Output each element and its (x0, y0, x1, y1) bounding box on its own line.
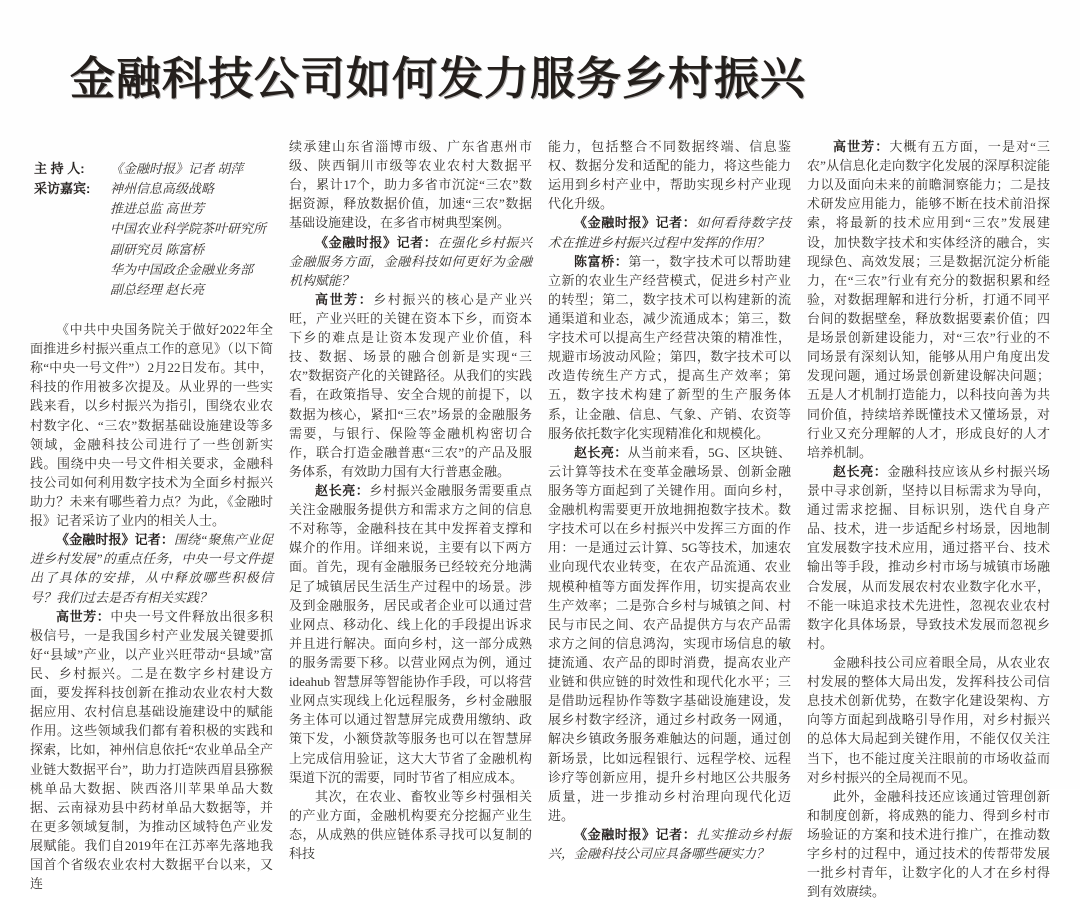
answer-text: 大概有五方面，一是对“三农”从信息化走向数字化发展的深厚积淀能力以及面向未来的前瞻洞察能力；二是技术研发应用能力，能够不断在技术前沿探索，将最新的技术应用到“三农”发展建设，加快数字技术和实体经济的融合，实现绿色、高效发展；三是数据沉淀分析能力，在“三农”行业有充分的数据积累和经验，对数据理解和进行分析，打通不同平台间的数据壁垒，释放数据要素价值；四是场景创新建设能力，对“三农”行业的不同场景有深刻认知，能够从用户角度出发发现问题，通过场景创新建设解决问题；五是人才机制打造能力，以科技向善为共同价值，持续培养既懂技术又懂场景，对行业又充分理解的人才，形成良好的人才培养机制。 (807, 139, 1050, 460)
interview-credits (34, 159, 273, 300)
credit-text: 推进总监 高世芳 (110, 201, 205, 217)
question-label: 《金融时报》记者： (315, 234, 438, 250)
question-text: 围绕“聚焦产业促进乡村发展”的重点任务，中央一号文件提出了具体的安排，从中释放哪些积极信号？我们过去是否有相关实践？ (30, 532, 273, 605)
answer-text: 乡村振兴的核心是产业兴旺，产业兴旺的关键在资本下乡，而资本下乡的难点是让资本发现产业价值，科技、数据、场景的融合创新是实现“三农”数据资产化的关键路径。从我们的实践看，在政策指导、安全合规的前提下，以数据为核心，紧扣“三农”场景的金融服务需要，与银行、保险等金融机构密切合作，联合打造金融普惠“三农”的产品及服务体系，有效助力国有大行普惠金融。 (289, 291, 532, 479)
answer-text: 金融科技应该从乡村振兴场景中寻求创新，坚持以目标需求为导向，通过需求挖掘、目标识别，迭代自身产品、技术，进一步适配乡村场景，因地制宜发展数字技术应用，通过搭平台、技术输出等手段，推动乡村市场与城镇市场融合发展，从而发展农村农业数字化水平，不能一味追求技术先进性，忽视农业农村数字化具体场景，导致技术发展而忽视乡村。 (807, 463, 1050, 651)
credit-row (34, 159, 273, 179)
speaker-name: 陈富桥： (574, 253, 629, 269)
question-label: 《金融时报》记者： (56, 532, 174, 548)
credit-label (34, 280, 110, 300)
speaker-answer (548, 443, 791, 825)
credit-label (34, 219, 110, 239)
speaker-name: 高世芳： (56, 608, 111, 624)
credit-text: 神州信息高级战略 (110, 181, 215, 197)
credit-label: 主 持 人: (34, 161, 85, 176)
credit-text: 中国农业科学院茶叶研究所 (110, 221, 267, 237)
credit-row (34, 219, 273, 239)
column-1 (30, 137, 273, 893)
article-columns (30, 137, 1050, 901)
speaker-answer (548, 252, 791, 443)
credit-text: 华为中国政企金融业务部 (110, 261, 254, 277)
question-text: 扎实推动乡村振兴，金融科技公司应具备哪些硬实力？ (548, 826, 791, 862)
continued-paragraph: 续承建山东省淄博市级、广东省惠州市级、陕西铜川市级等农业农村大数据平台，累计17个，助力多省市沉淀“三农”数据资源，释放数据价值，加速“三农”数据基础设施建设，在多省市树典型案例。 (289, 139, 532, 231)
speaker-name: 赵长亮： (574, 444, 628, 460)
speaker-name: 高世芳： (833, 139, 890, 154)
credit-row (34, 260, 273, 280)
interviewer-question (548, 213, 791, 251)
credit-text: 《金融时报》记者 胡萍 (110, 161, 244, 176)
credit-row (34, 179, 273, 199)
column-2 (289, 137, 532, 863)
credit-row (34, 199, 273, 219)
paragraph: 金融科技公司应着眼全局，从农业农村发展的整体大局出发，发挥科技公司信息技术创新优势，在数字化建设架构、方向等方面起到战略引导作用，对乡村振兴的总体大局起到关键作用，不能仅仅关注当下，也不能过度关注眼前的市场收益而对乡村振兴的全局视而不见。 (807, 654, 1050, 785)
speaker-answer (807, 137, 1050, 462)
speaker-name: 高世芳： (315, 291, 374, 307)
credit-label (34, 240, 110, 260)
column-4 (807, 137, 1050, 901)
continued-paragraph: 能力，包括整合不同数据终端、信息鉴权、数据分发和适配的能力，将这些能力运用到乡村产业中，帮助实现乡村产业现代化升级。 (548, 139, 791, 212)
speaker-name: 赵长亮： (833, 463, 888, 479)
interviewer-question (289, 233, 532, 290)
paragraph: 《中共中央国务院关于做好2022年全面推进乡村振兴重点工作的意见》（以下简称“中央一号文件”）2月22日发布。其中，科技的作用被多次提及。从业界的一些实践来看，以乡村振兴为指引，围绕农业农村数字化、“三农”数据基础设施建设等多领域，金融科技公司进行了一些创新实践。围绕中央一号文件相关要求，金融科技公司如何利用数字技术为全面乡村振兴助力？未来有哪些着力点？为此，《金融时报》记者采访了业内的相关人士。 (30, 321, 273, 529)
speaker-answer (289, 290, 532, 481)
credit-label: 采访嘉宾: (34, 181, 91, 197)
interviewer-question (548, 825, 791, 863)
credit-text: 副总经理 赵长亮 (110, 281, 205, 297)
question-text: 如何看待数字技术在推进乡村振兴过程中发挥的作用？ (548, 215, 791, 250)
credit-label (34, 260, 110, 280)
speaker-name: 赵长亮： (315, 482, 370, 498)
paragraph: 此外，金融科技还应该通过管理创新和制度创新，将成熟的能力、得到乡村市场验证的方案和技术进行推广，在推动数字乡村的过程中，通过技术的传帮带发展一批乡村青年，让数字化的人才在乡村得到有效赓续。 (807, 788, 1050, 900)
interviewer-question (30, 530, 273, 606)
speaker-answer (807, 462, 1050, 653)
speaker-answer (289, 481, 532, 787)
column-3 (548, 137, 791, 863)
credit-text: 副研究员 陈富桥 (110, 241, 205, 257)
speaker-answer (30, 607, 273, 894)
question-label: 《金融时报》记者： (574, 215, 697, 231)
question-text: 在强化乡村振兴金融服务方面，金融科技如何更好为金融机构赋能？ (289, 234, 532, 288)
credit-row (34, 280, 273, 300)
answer-text: 乡村振兴金融服务需要重点关注金融服务提供方和需求方之间的信息不对称等，金融科技在其中发挥着支撑和媒介的作用。详细来说，主要有以下两方面。首先，现有金融服务已经较充分地满足了城镇居民生活生产过程中的场景。涉及到金融服务，居民或者企业可以通过营业网点、移动化、线上化的手段提出诉求并且进行解决。面向乡村，这一部分成熟的服务需要下移。以营业网点为例，通过 ideahub 智慧屏等智能协作手段，可以将营业网点实现线上化远程服务，乡村金融服务主体可以通过智慧屏完成费用缴纳、政策下发，小额贷款等服务也可以在智慧屏上完成信用验证，这大大节省了金融机构渠道下沉的需要，同时节省了相应成本。 (289, 482, 532, 785)
question-label: 《金融时报》记者： (574, 826, 697, 842)
answer-text: 从当前来看，5G、区块链、云计算等技术在变革金融场景、创新金融服务等方面起到了关键作用。面向乡村，金融机构需要更开放地拥抱数字技术。数字技术可以在乡村振兴中发挥三方面的作用：一是通过云计算、5G等技术，加速农业向现代农业转变，在农产品流通、农业规模种植等方面发挥作用，切实提高农业生产效率；二是弥合乡村与城镇之间、村民与市民之间、农产品提供方与农产品需求方之间的信息鸿沟，实现市场信息的敏捷流通、农产品的即时消费，提高农业产业链和供应链的时效性和现代化水平；三是借助远程协作等数字基础设施建设，发展乡村数字经济，通过乡村政务一网通，解决乡镇政务服务难触达的问题，通过创新场景，比如远程银行、远程学校、远程诊疗等创新应用，提升乡村地区公共服务质量，进一步推动乡村治理向现代化迈进。 (548, 444, 791, 823)
answer-text: 第一，数字技术可以帮助建立新的农业生产经营模式，促进乡村产业的转型；第二，数字技术可以构建新的流通渠道和业态，减少流通成本；第三，数字技术可以提高生产经营决策的精准性，规避市场波动风险；第四，数字技术可以改造传统生产方式，提高生产效率；第五，数字技术构建了新型的生产服务体系，让金融、信息、气象、产销、农资等服务依托数字化实现精准化和规模化。 (548, 253, 791, 441)
article-title: 金融科技公司如何发力服务乡村振兴 (70, 53, 807, 104)
answer-text: 中央一号文件释放出很多积极信号，一是我国乡村产业发展关键要抓好“县域”产业，以产业兴旺带动“县域”富民、乡村振兴。二是在数字乡村建设方面，要发挥科技创新在推动农业农村大数据应用、农村信息基础设施建设中的赋能作用。这些领域我们都有着积极的实践和探索，比如，神州信息依托“农业单品全产业链大数据平台”，助力打造陕西眉县猕猴桃单品大数据、陕西洛川苹果单品大数据、云南禄劝县中药材单品大数据等，并在更多领域复制，为推动区域特色产业发展赋能。我们自2019年在江苏率先落地我国首个省级农业农村大数据平台以来，又连 (30, 608, 273, 892)
credit-row (34, 240, 273, 260)
paragraph: 其次，在农业、畜牧业等乡村强相关的产业方面，金融机构要充分挖掘产业生态，从成熟的供应链体系寻找可以复制的科技 (289, 788, 532, 862)
credit-label (34, 199, 110, 219)
